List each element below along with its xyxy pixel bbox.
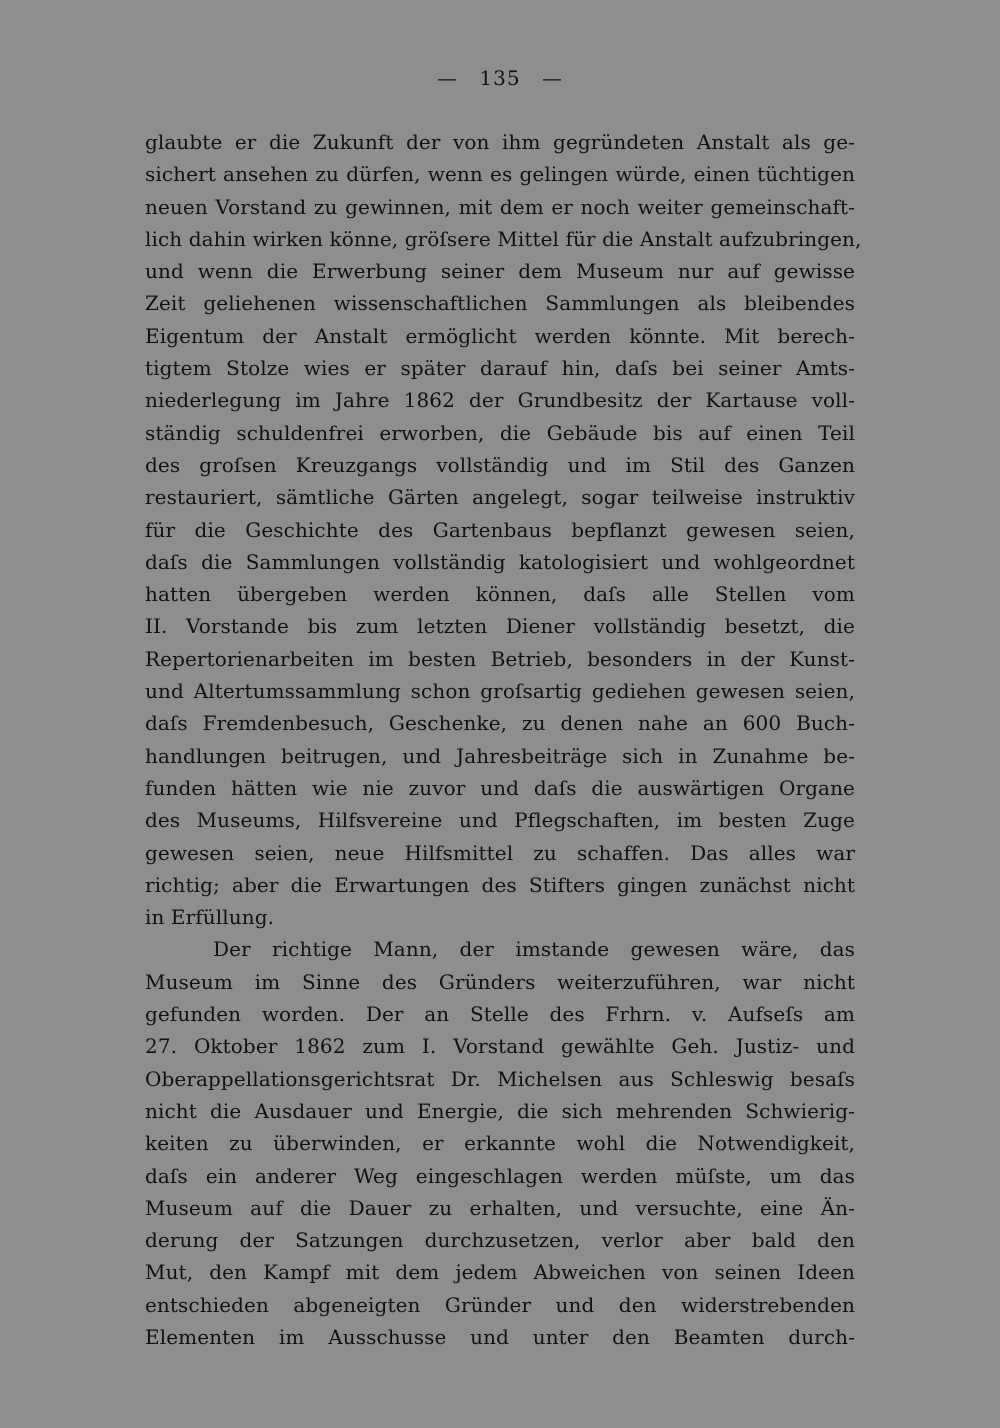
text-line: Oberappellationsgerichtsrat Dr. Michelsen aus Schleswig besaſs <box>145 1066 855 1091</box>
header-dash-right: — <box>541 66 563 90</box>
text-line: restauriert, sämtliche Gärten angelegt, sogar teilweise instruktiv <box>145 485 855 510</box>
paragraph-end-line: in Erfüllung. <box>145 905 275 930</box>
text-line: tigtem Stolze wies er später darauf hin, daſs bei seiner Amts- <box>145 356 855 381</box>
header-dash-left: — <box>437 66 459 90</box>
text-line: Repertorienarbeiten im besten Betrieb, besonders in der Kunst- <box>145 646 855 671</box>
text-line: des Museums, Hilfsvereine und Pflegschaften, im besten Zuge <box>145 808 855 833</box>
text-line: glaubte er die Zukunft der von ihm gegründeten Anstalt als ge- <box>145 130 855 154</box>
page-number: 135 <box>479 66 521 90</box>
text-line: lich dahin wirken könne, gröſsere Mittel für die Anstalt aufzubringen, <box>145 226 862 251</box>
text-line: keiten zu überwinden, er erkannte wohl die Notwendigkeit, <box>145 1131 855 1156</box>
text-line: daſs ein anderer Weg eingeschlagen werden müſste, um das <box>145 1163 855 1188</box>
text-line: sichert ansehen zu dürfen, wenn es gelingen würde, einen tüchtigen <box>145 162 855 187</box>
text-line: 27. Oktober 1862 zum I. Vorstand gewählte Geh. Justiz- und <box>145 1034 855 1059</box>
text-line: daſs Fremdenbesuch, Geschenke, zu denen nahe an 600 Buch- <box>145 711 855 736</box>
text-line: nicht die Ausdauer und Energie, die sich mehrenden Schwierig- <box>145 1098 855 1123</box>
text-line: derung der Satzungen durchzusetzen, verlor aber bald den <box>145 1228 855 1253</box>
text-line: und wenn die Erwerbung seiner dem Museum nur auf gewisse <box>145 259 855 284</box>
text-line: richtig; aber die Erwartungen des Stifters gingen zunächst nicht <box>145 872 855 897</box>
text-line: daſs die Sammlungen vollständig katologisiert und wohlgeordnet <box>145 549 855 574</box>
text-line: gefunden worden. Der an Stelle des Frhrn. v. Aufseſs am <box>145 1002 855 1027</box>
text-line: niederlegung im Jahre 1862 der Grundbesitz der Kartause voll- <box>145 388 855 413</box>
text-line: neuen Vorstand zu gewinnen, mit dem er noch weiter gemeinschaft- <box>145 194 855 219</box>
text-line: ständig schuldenfrei erworben, die Gebäude bis auf einen Teil <box>145 420 855 445</box>
text-line: entschieden abgeneigten Gründer und den widerstrebenden <box>145 1292 855 1317</box>
body-text <box>145 126 862 1353</box>
text-line: hatten übergeben werden können, daſs alle Stellen vom <box>145 582 855 607</box>
text-line: handlungen beitrugen, und Jahresbeiträge sich in Zunahme be- <box>145 743 855 768</box>
text-line: Zeit geliehenen wissenschaftlichen Sammlungen als bleibendes <box>145 291 855 316</box>
text-line: Elementen im Ausschusse und unter den Beamten durch- <box>145 1324 855 1349</box>
text-line: II. Vorstande bis zum letzten Diener vollständig besetzt, die <box>145 614 855 639</box>
paragraph-start-line: Der richtige Mann, der imstande gewesen wäre, das <box>213 937 855 962</box>
text-line: Museum auf die Dauer zu erhalten, und versuchte, eine Än- <box>145 1195 855 1220</box>
page-header <box>0 66 1000 90</box>
text-line: Museum im Sinne des Gründers weiterzuführen, war nicht <box>145 969 855 994</box>
text-line: gewesen seien, neue Hilfsmittel zu schaffen. Das alles war <box>145 840 855 865</box>
text-line: für die Geschichte des Gartenbaus bepflanzt gewesen seien, <box>145 517 855 542</box>
text-line: Eigentum der Anstalt ermöglicht werden könnte. Mit berech- <box>145 323 855 348</box>
text-line: des groſsen Kreuzgangs vollständig und im Stil des Ganzen <box>145 452 855 477</box>
text-line: funden hätten wie nie zuvor und daſs die auswärtigen Organe <box>145 775 855 800</box>
text-line: und Altertumssammlung schon groſsartig gediehen gewesen seien, <box>145 679 855 704</box>
text-line: Mut, den Kampf mit dem jedem Abweichen von seinen Ideen <box>145 1260 855 1285</box>
